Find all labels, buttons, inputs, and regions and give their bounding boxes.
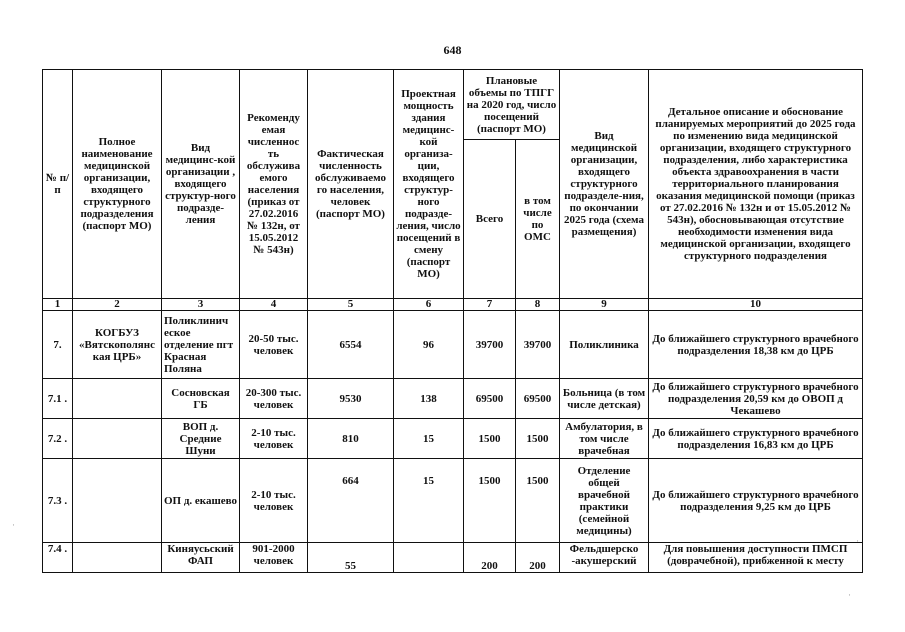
row-description: До ближайшего структурного врачебного подразделения 9,25 км до ЦРБ [649, 459, 863, 543]
row-org-name: КОГБУЗ «Вятскополянс кая ЦРБ» [73, 311, 162, 379]
row-total: 39700 [464, 311, 516, 379]
row-total: 69500 [464, 379, 516, 419]
row-capacity: 15 [394, 419, 464, 459]
row-org-name [73, 459, 162, 543]
row-oms: 1500 [516, 419, 560, 459]
row-oms: 1500 [516, 459, 560, 543]
header-actual-population: Фактическая численность обслуживаемо го населения, человек (паспорт МО) [308, 70, 394, 299]
row-oms: 39700 [516, 311, 560, 379]
row-recommended: 20-300 тыс. человек [240, 379, 308, 419]
row-total: 1500 [464, 459, 516, 543]
col-number: 10 [649, 299, 863, 311]
row-org-kind: Сосновская ГБ [162, 379, 240, 419]
row-total: 1500 [464, 419, 516, 459]
scan-speck: · [12, 520, 15, 530]
row-kind-2025: Амбулатория, в том числе врачебная [560, 419, 649, 459]
table-row [43, 419, 863, 459]
row-actual: 810 [308, 419, 394, 459]
row-number: 7.4 . [43, 543, 73, 573]
row-kind-2025: Фельдшерско -акушерский [560, 543, 649, 573]
page-number: 648 [443, 43, 462, 57]
medical-organizations-table [42, 69, 863, 573]
row-recommended: 20-50 тыс. человек [240, 311, 308, 379]
row-recommended: 901-2000 человек [240, 543, 308, 573]
row-org-kind: ВОП д. Средние Шуни [162, 419, 240, 459]
header-number: № п/п [43, 70, 73, 299]
row-number: 7.2 . [43, 419, 73, 459]
scan-speck: · [856, 536, 859, 546]
scan-speck: · [848, 590, 851, 600]
row-org-kind: Поликлинич еское отделение пгт Красная Поляна [162, 311, 240, 379]
header-recommended-population: Рекоменду емая численнос ть обслужива емого населения (приказ от 27.02.2016 № 132н, от 15.05.2012 № 543н) [240, 70, 308, 299]
row-org-name [73, 543, 162, 573]
row-description: До ближайшего структурного врачебного подразделения 18,38 км до ЦРБ [649, 311, 863, 379]
col-number: 5 [308, 299, 394, 311]
row-actual: 55 [308, 543, 394, 573]
header-org-kind: Вид медицинс-кой организации , входящего структур-ного подразде-ления [162, 70, 240, 299]
row-capacity: 96 [394, 311, 464, 379]
row-actual: 6554 [308, 311, 394, 379]
row-oms: 200 [516, 543, 560, 573]
row-org-name [73, 419, 162, 459]
row-number: 7.1 . [43, 379, 73, 419]
row-kind-2025: Отделение общей врачебной практики (семейной медицины) [560, 459, 649, 543]
header-org-kind-2025: Вид медицинской организации, входящего структурного подразделе-ния, по окончании 2025 года (схема размещения) [560, 70, 649, 299]
row-oms: 69500 [516, 379, 560, 419]
row-description: До ближайшего структурного врачебного подразделения 16,83 км до ЦРБ [649, 419, 863, 459]
table-row [43, 543, 863, 573]
row-actual: 664 [308, 459, 394, 543]
col-number: 4 [240, 299, 308, 311]
row-capacity: 15 [394, 459, 464, 543]
header-design-capacity: Проектная мощность здания медицинс-кой организа-ции, входящего структур-ного подразде-ления, число посещений в смену (паспорт МО) [394, 70, 464, 299]
col-number: 1 [43, 299, 73, 311]
row-capacity: 138 [394, 379, 464, 419]
row-total: 200 [464, 543, 516, 573]
header-planned-volumes: Плановые объемы по ТПГГ на 2020 год, число посещений (паспорт МО) [464, 70, 560, 140]
col-number: 2 [73, 299, 162, 311]
col-number: 6 [394, 299, 464, 311]
header-total: Всего [464, 140, 516, 299]
row-kind-2025: Больница (в том числе детская) [560, 379, 649, 419]
row-description: До ближайшего структурного врачебного подразделения 20,59 км до ОВОП д Чекашево [649, 379, 863, 419]
row-recommended: 2-10 тыс. человек [240, 419, 308, 459]
col-number: 8 [516, 299, 560, 311]
col-number: 7 [464, 299, 516, 311]
row-org-name [73, 379, 162, 419]
table-row [43, 459, 863, 543]
header-full-name: Полное наименование медицинской организации, входящего структурного подразделения (паспорт МО) [73, 70, 162, 299]
row-kind-2025: Поликлиника [560, 311, 649, 379]
header-description: Детальное описание и обоснование планируемых мероприятий до 2025 года по изменению вида медицинской организации, входящего структурного подразделения, либо характеристика объекта здравоохранения в части территориального планирования оказания медицинской помощи (приказ от 27.02.2016 № 132н и от 15.05.2012 № 543н), обосновывающая отсутствие необходимости изменения вида медицинской организации, входящего структурного подразделения [649, 70, 863, 299]
row-recommended: 2-10 тыс. человек [240, 459, 308, 543]
header-oms: в том числе по ОМС [516, 140, 560, 299]
row-description: Для повышения доступности ПМСП (доврачебной), прибженной к месту [649, 543, 863, 573]
row-number: 7.3 . [43, 459, 73, 543]
row-actual: 9530 [308, 379, 394, 419]
table-row [43, 311, 863, 379]
row-org-kind: Киняусьский ФАП [162, 543, 240, 573]
table-row [43, 379, 863, 419]
col-number: 9 [560, 299, 649, 311]
row-number: 7. [43, 311, 73, 379]
row-capacity [394, 543, 464, 573]
col-number: 3 [162, 299, 240, 311]
row-org-kind: ОП д. екашево [162, 459, 240, 543]
